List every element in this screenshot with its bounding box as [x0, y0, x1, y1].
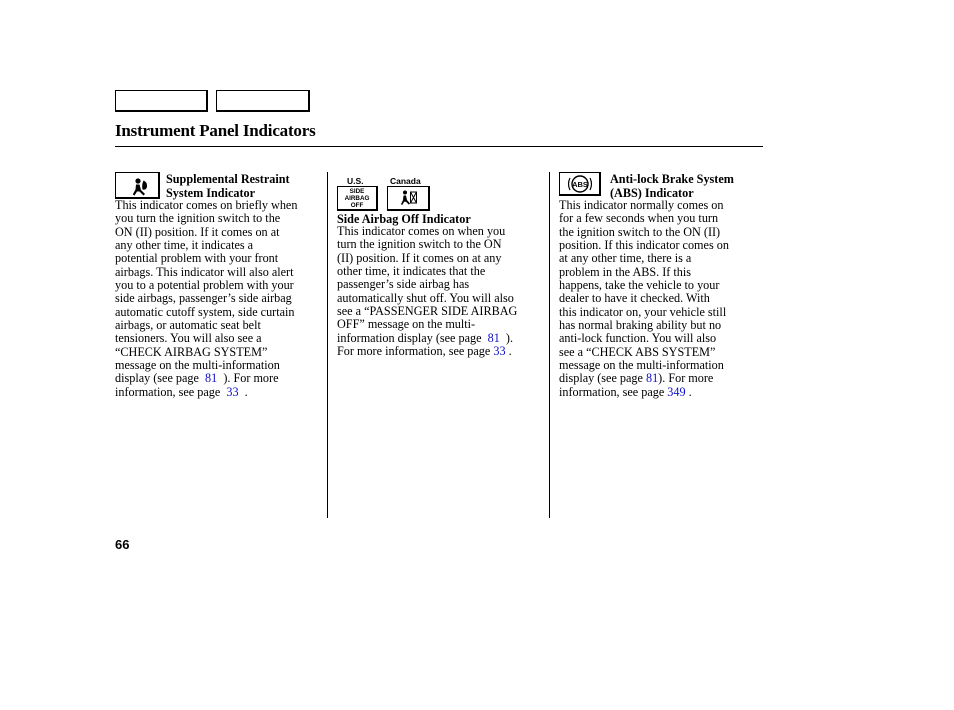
side-airbag-off-text: This indicator comes on when you turn the ignition switch to the ON (II) position. If it comes on at any other time, it indicates that the passenger’s side airbag has automatically shut off. You will also see a “PASSENGER SIDE AIRBAG OFF” message on the multi- information display (see page 81 ). For more information, see page 33 . — [337, 224, 518, 359]
side-airbag-off-us-icon: SIDE AIRBAG OFF — [337, 186, 378, 211]
page-number: 66 — [115, 537, 130, 552]
page-link-33[interactable]: 33 — [226, 384, 239, 399]
page-link-81[interactable]: 81 — [487, 330, 500, 345]
page-link-33[interactable]: 33 — [493, 344, 506, 359]
page-link-349[interactable]: 349 — [667, 384, 686, 399]
nav-tab-box-2[interactable] — [216, 90, 310, 112]
title-divider — [115, 146, 763, 147]
column-divider-2 — [549, 172, 550, 518]
page-title: Instrument Panel Indicators — [115, 121, 316, 140]
srs-indicator-icon-box — [115, 172, 160, 199]
abs-indicator-icon-box — [559, 172, 601, 196]
abs-indicator-heading: Anti-lock Brake System (ABS) Indicator — [610, 172, 734, 200]
side-airbag-off-canada-icon-box — [387, 186, 430, 211]
abs-indicator-text: This indicator normally comes on for a few seconds when you turn the ignition switch to the ON (II) position. If this indicator comes on at any other time, there is a problem in the ABS. If this happens, take the vehicle to your dealer to have it checked. With this indicator on, your vehicle still has normal braking ability but no anti-lock function. You will also see a “CHECK ABS SYSTEM” message on the multi-information display (see page 81). For more information, see page 349 . — [559, 198, 729, 399]
airbag-person-icon — [116, 173, 161, 200]
page-link-81[interactable]: 81 — [645, 371, 659, 386]
srs-indicator-text: This indicator comes on briefly when you turn the ignition switch to the ON (II) position. If it comes on at any other time, it indicates a potential problem with your front airbags. This indicator will also alert you to a potential problem with your side airbags, passenger’s side airbag automatic cutoff system, side curtain airbags, or automatic seat belt tensioners. You will also see a “CHECK AIRBAG SYSTEM” message on the multi-information display (see page 81 ). For more information, see page 33 . — [115, 198, 298, 399]
nav-tab-box-1[interactable] — [115, 90, 208, 112]
canada-label: Canada — [390, 176, 421, 186]
side-airbag-off-heading: Side Airbag Off Indicator — [337, 212, 471, 226]
page-link-81[interactable]: 81 — [205, 371, 218, 386]
abs-icon — [560, 173, 602, 197]
abs-icon-label: ABS — [572, 179, 588, 189]
column-divider-1 — [327, 172, 328, 518]
us-label: U.S. — [347, 176, 364, 186]
srs-indicator-heading: Supplemental Restraint System Indicator — [166, 172, 290, 200]
side-airbag-off-symbol-icon — [388, 187, 431, 212]
